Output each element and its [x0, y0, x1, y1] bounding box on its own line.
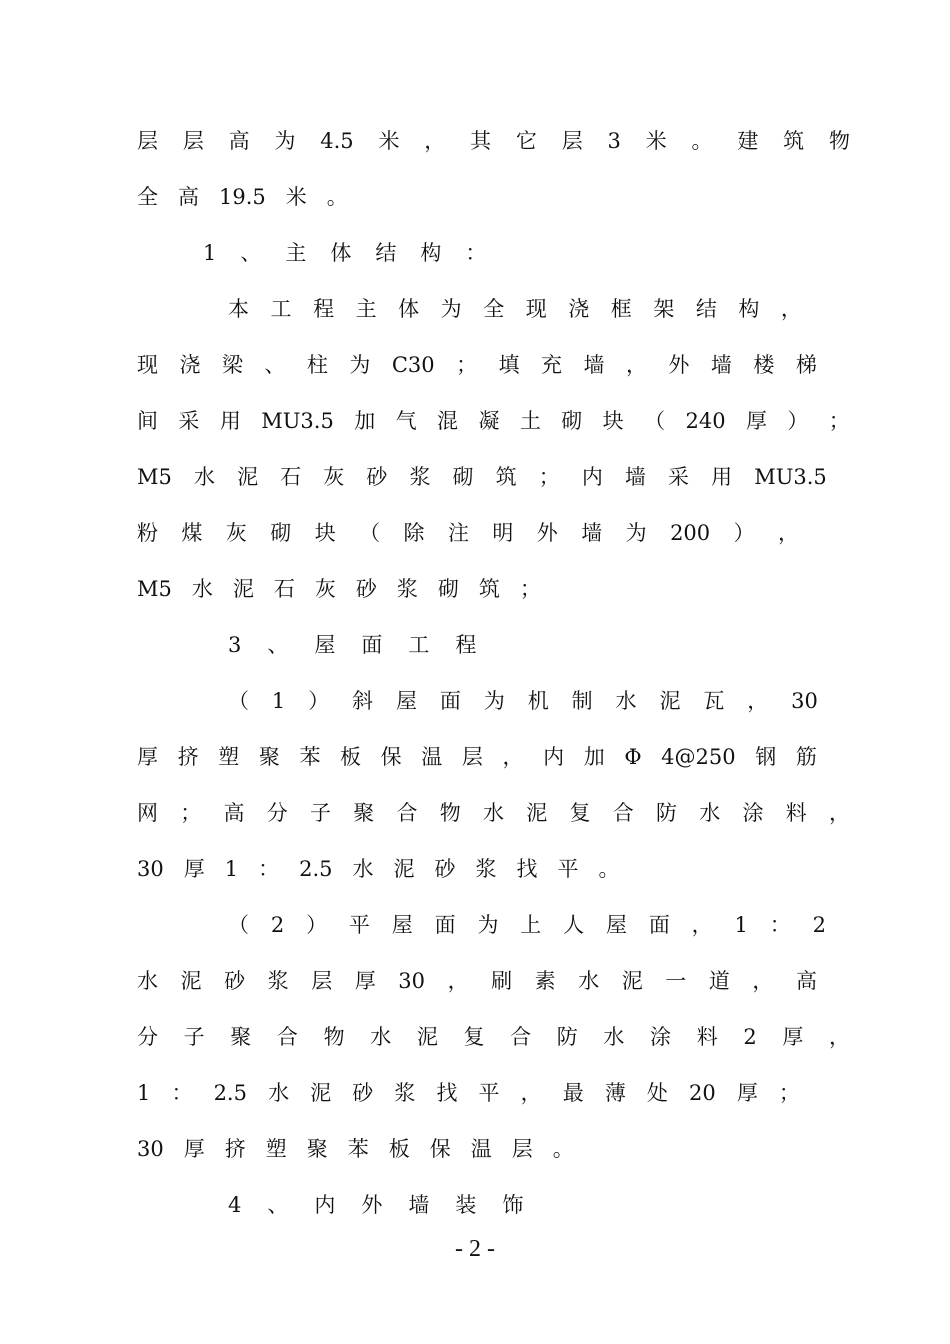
text-line: M5 水 泥 石 灰 砂 浆 砌 筑 ； 内 墙 采 用 MU3.5 — [137, 465, 827, 489]
text-line: （ 1 ） 斜 屋 面 为 机 制 水 泥 瓦 ， 30 — [228, 689, 818, 713]
text-line: （ 2 ） 平 屋 面 为 上 人 屋 面 ， 1 ： 2 — [228, 913, 826, 937]
text-line: 分 子 聚 合 物 水 泥 复 合 防 水 涂 料 2 厚 ， — [137, 1025, 850, 1049]
text-line: M5 水 泥 石 灰 砂 浆 砌 筑 ； — [137, 577, 541, 601]
text-line: 水 泥 砂 浆 层 厚 30 ， 刷 素 水 泥 一 道 ， 高 — [137, 969, 817, 993]
text-line: 粉 煤 灰 砌 块 （ 除 注 明 外 墙 为 200 ） ， — [137, 521, 799, 545]
text-line: 1 ： 2.5 水 泥 砂 浆 找 平 ， 最 薄 处 20 厚 ； — [137, 1081, 800, 1105]
section-heading: 4 、 内 外 墙 装 饰 — [228, 1193, 524, 1217]
text-line: 厚 挤 塑 聚 苯 板 保 温 层 ， 内 加 Φ 4@250 钢 筋 — [137, 745, 817, 769]
text-line: 本 工 程 主 体 为 全 现 浇 框 架 结 构 ， — [228, 297, 802, 321]
text-line: 间 采 用 MU3.5 加 气 混 凝 土 砌 块 （ 240 厚 ） ； — [137, 409, 850, 433]
text-line: 全 高 19.5 米 。 — [137, 185, 348, 209]
page-number: - 2 - — [455, 1236, 495, 1262]
section-heading: 3 、 屋 面 工 程 — [228, 633, 477, 657]
text-line: 层 层 高 为 4.5 米 ， 其 它 层 3 米 。 建 筑 物 — [137, 129, 850, 153]
text-line: 网 ； 高 分 子 聚 合 物 水 泥 复 合 防 水 涂 料 ， — [137, 801, 850, 825]
text-line: 30 厚 1 ： 2.5 水 泥 砂 浆 找 平 。 — [137, 857, 620, 881]
text-line: 现 浇 梁 、 柱 为 C30 ； 填 充 墙 ， 外 墙 楼 梯 — [137, 353, 817, 377]
section-heading: 1 、 主 体 结 构 ： — [203, 241, 487, 265]
text-line: 30 厚 挤 塑 聚 苯 板 保 温 层 。 — [137, 1137, 574, 1161]
